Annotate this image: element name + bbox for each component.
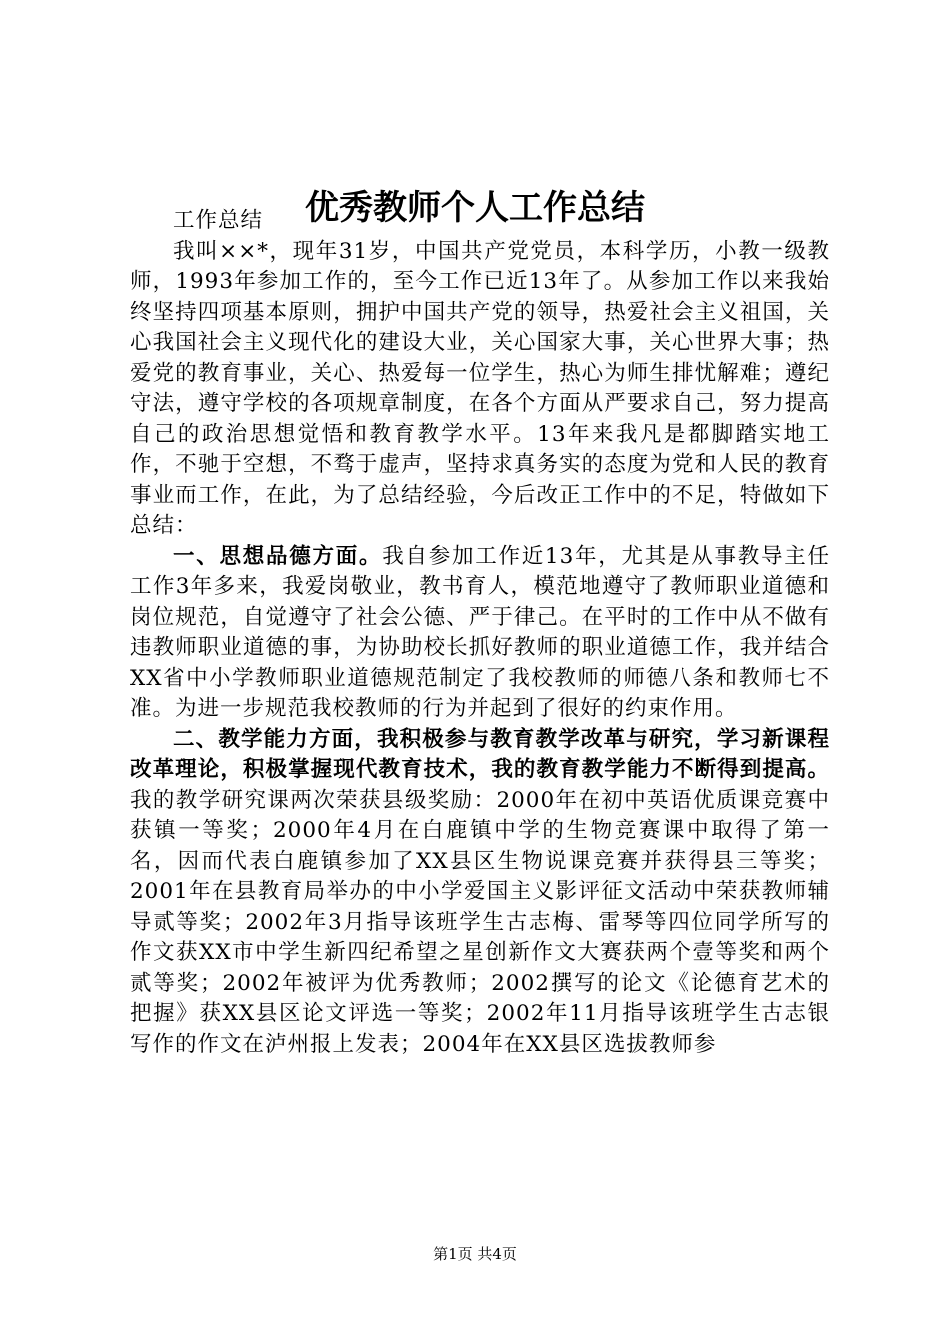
section-2-heading: 二、教学能力方面，我积极参与教育教学改革与研究，学习新课程改革理论，积极掌握现代教育技术，我的教育教学能力不断得到提高。 bbox=[130, 726, 830, 782]
intro-label: 工作总结 bbox=[173, 208, 264, 233]
page-footer: 第1页 共4页 bbox=[433, 1245, 517, 1263]
paragraph-section-1 bbox=[130, 542, 830, 725]
paragraph-intro: 我叫××*，现年31岁，中国共产党党员，本科学历，小教一级教师，1993年参加工作的，至今工作已近13年了。从参加工作以来我始终坚持四项基本原则，拥护中国共产党的领导，热爱社会主义祖国，关心我国社会主义现代化的建设大业，关心国家大事，关心世界大事；热爱党的教育事业，关心、热爱每一位学生，热心为师生排忧解难；遵纪守法，遵守学校的各项规章制度，在各个方面从严要求自己，努力提高自己的政治思想觉悟和教育教学水平。13年来我凡是都脚踏实地工作，不驰于空想，不骛于虚声，坚持求真务实的态度为党和人民的教育事业而工作，在此，为了总结经验，今后改正工作中的不足，特做如下总结： bbox=[130, 238, 830, 538]
section-1-text: 我自参加工作近13年，尤其是从事教导主任工作3年多来，我爱岗敬业，教书育人，模范地遵守了教师职业道德和岗位规范，自觉遵守了社会公德、严于律己。在平时的工作中从不做有违教师职业道德的事，为协助校长抓好教师的职业道德工作，我并结合XX省中小学教师职业道德规范制定了我校教师的师德八条和教师七不准。为进一步规范我校教师的行为并起到了很好的约束作用。 bbox=[130, 543, 830, 721]
paragraph-section-2 bbox=[130, 725, 830, 1061]
section-2-text: 我的教学研究课两次荣获县级奖励：2000年在初中英语优质课竞赛中获镇一等奖；2000年4月在白鹿镇中学的生物竞赛课中取得了第一名，因而代表白鹿镇参加了XX县区生物说课竞赛并获得县三等奖；2001年在县教育局举办的中小学爱国主义影评征文活动中荣获教师辅导贰等奖；2002年3月指导该班学生古志梅、雷琴等四位同学所写的作文获XX市中学生新四纪希望之星创新作文大赛获两个壹等奖和两个贰等奖；2002年被评为优秀教师；2002撰写的论文《论德育艺术的把握》获XX县区论文评选一等奖；2002年11月指导该班学生古志银写作的作文在泸州报上发表；2004年在XX县区选拔教师参 bbox=[130, 787, 830, 1057]
section-1-heading: 一、思想品德方面。 bbox=[173, 543, 383, 569]
document-body bbox=[130, 206, 830, 1060]
document-title: 优秀教师个人工作总结 bbox=[305, 188, 645, 228]
